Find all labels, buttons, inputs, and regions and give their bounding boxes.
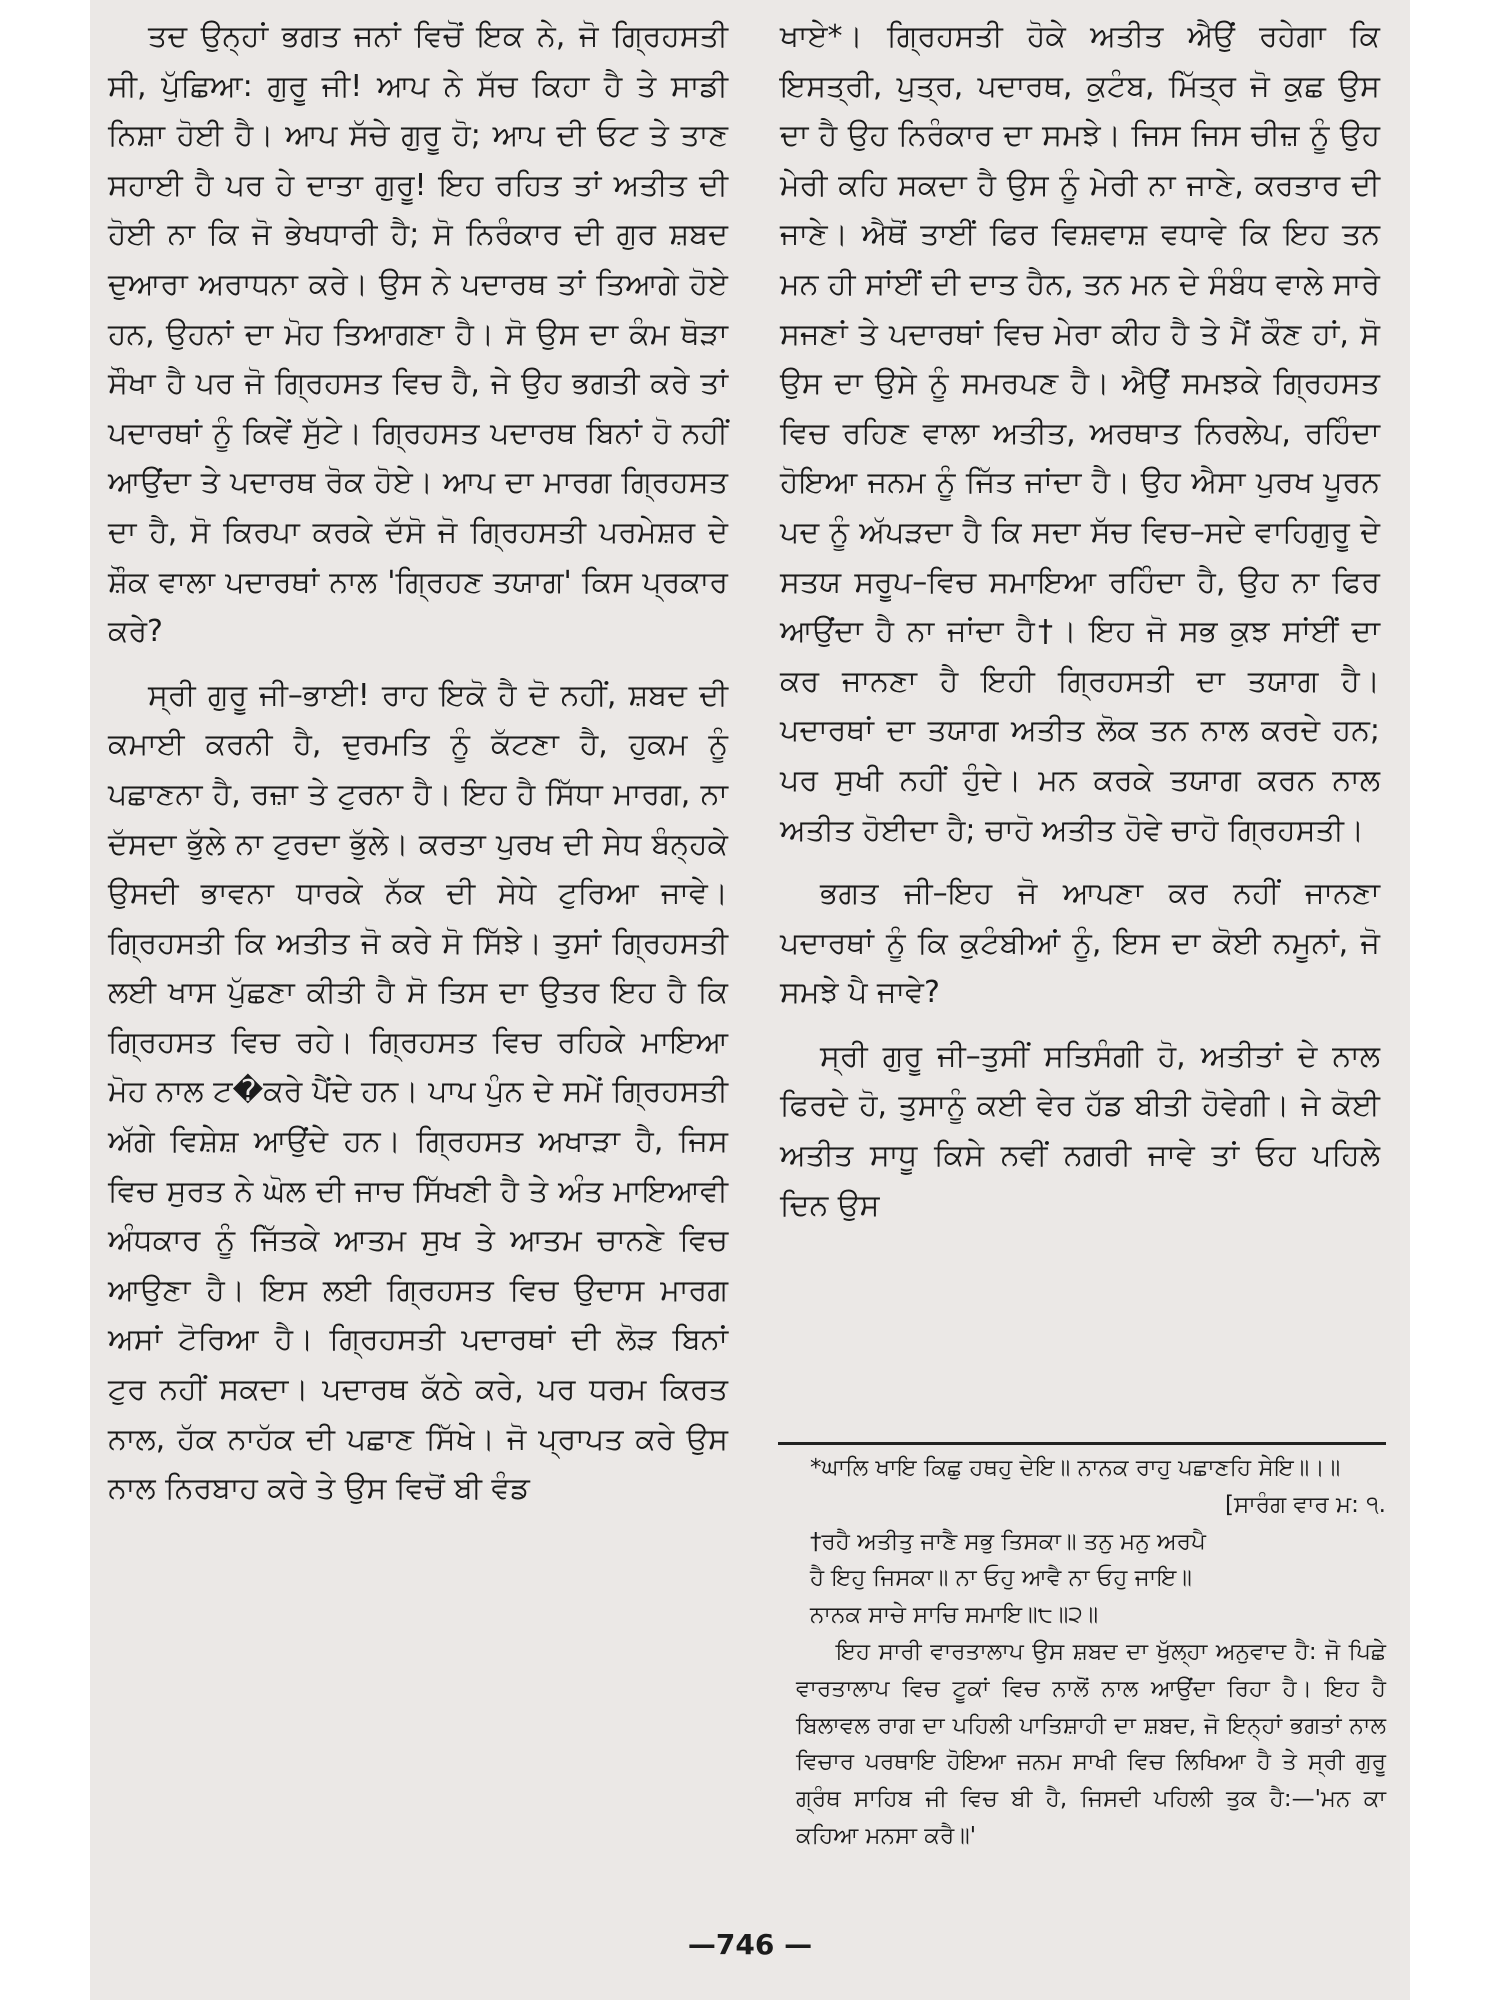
footnote-2-line: ਹੈ ਇਹੁ ਜਿਸਕਾ॥ ਨਾ ਓਹੁ ਆਵੈ ਨਾ ਓਹੁ ਜਾਇ॥ [810,1565,1192,1592]
book-page [90,0,1410,2000]
page-number: —746 — [687,1928,813,1961]
paragraph: ਸ੍ਰੀ ਗੁਰੂ ਜੀ–ਭਾਈ! ਰਾਹ ਇਕੋ ਹੈ ਦੋ ਨਹੀਂ, ਸ਼ਬਦ ਦੀ ਕਮਾਈ ਕਰਨੀ ਹੈ, ਦੁਰਮਤਿ ਨੂੰ ਕੱਟਣਾ ਹੈ, ਹੁਕਮ ਨੂੰ ਪਛਾਣਨਾ ਹੈ, ਰਜ਼ਾ ਤੇ ਟੁਰਨਾ ਹੈ। ਇਹ ਹੈ ਸਿੱਧਾ ਮਾਰਗ, ਨਾ ਦੱਸਦਾ ਭੁੱਲੇ ਨਾ ਟੁਰਦਾ ਭੁੱਲੇ। ਕਰਤਾ ਪੁਰਖ ਦੀ ਸੇਧ ਬੰਨ੍ਹਕੇ ਉਸਦੀ ਭਾਵਨਾ ਧਾਰਕੇ ਨੱਕ ਦੀ ਸੇਧੇ ਟੁਰਿਆ ਜਾਵੇ। ਗ੍ਰਿਹਸਤੀ ਕਿ ਅਤੀਤ ਜੋ ਕਰੇ ਸੋ ਸਿੱਝੇ। ਤੁਸਾਂ ਗ੍ਰਿਹਸਤੀ ਲਈ ਖਾਸ ਪੁੱਛਣਾ ਕੀਤੀ ਹੈ ਸੋ ਤਿਸ ਦਾ ਉਤਰ ਇਹ ਹੈ ਕਿ ਗ੍ਰਿਹਸਤ ਵਿਚ ਰਹੇ। ਗ੍ਰਿਹਸਤ ਵਿਚ ਰਹਿਕੇ ਮਾਇਆ ਮੋਹ ਨਾਲ ਟ�ਕਰੇ ਪੈਂਦੇ ਹਨ। ਪਾਪ ਪੁੰਨ ਦੇ ਸਮੇਂ ਗ੍ਰਿਹਸਤੀ ਅੱਗੇ ਵਿਸ਼ੇਸ਼ ਆਉਂਦੇ ਹਨ। ਗ੍ਰਿਹਸਤ ਅਖਾੜਾ ਹੈ, ਜਿਸ ਵਿਚ ਸੁਰਤ ਨੇ ਘੋਲ ਦੀ ਜਾਚ ਸਿੱਖਣੀ ਹੈ ਤੇ ਅੰਤ ਮਾਇਆਵੀ ਅੰਧਕਾਰ ਨੂੰ ਜਿੱਤਕੇ ਆਤਮ ਸੁਖ ਤੇ ਆਤਮ ਚਾਨਣੇ ਵਿਚ ਆਉਣਾ ਹੈ। ਇਸ ਲਈ ਗ੍ਰਿਹਸਤ ਵਿਚ ਉਦਾਸ ਮਾਰਗ ਅਸਾਂ ਟੋਰਿਆ ਹੈ। ਗ੍ਰਿਹਸਤੀ ਪਦਾਰਥਾਂ ਦੀ ਲੋੜ ਬਿਨਾਂ ਟੁਰ ਨਹੀਂ ਸਕਦਾ। ਪਦਾਰਥ ਕੱਠੇ ਕਰੇ, ਪਰ ਧਰਮ ਕਿਰਤ ਨਾਲ, ਹੱਕ ਨਾਹੱਕ ਦੀ ਪਛਾਣ ਸਿੱਖੇ। ਜੋ ਪ੍ਰਾਪਤ ਕਰੇ ਉਸ ਨਾਲ ਨਿਰਬਾਹ ਕਰੇ ਤੇ ਉਸ ਵਿਚੋਂ ਬੀ ਵੰਡ [108,677,728,1507]
paragraph: ਸ੍ਰੀ ਗੁਰੂ ਜੀ–ਤੁਸੀਂ ਸਤਿਸੰਗੀ ਹੋ, ਅਤੀਤਾਂ ਦੇ ਨਾਲ ਫਿਰਦੇ ਹੋ, ਤੁਸਾਨੂੰ ਕਈ ਵੇਰ ਹੱਡ ਬੀਤੀ ਹੋਵੇਗੀ। ਜੇ ਕੋਈ ਅਤੀਤ ਸਾਧੂ ਕਿਸੇ ਨਵੀਂ ਨਗਰੀ ਜਾਵੇ ਤਾਂ ਓਹ ਪਹਿਲੇ ਦਿਨ ਉਸ [780,1038,1380,1223]
footnote-divider [778,1442,1386,1445]
paragraph: ਭਗਤ ਜੀ–ਇਹ ਜੋ ਆਪਣਾ ਕਰ ਨਹੀਂ ਜਾਨਣਾ ਪਦਾਰਥਾਂ ਨੂੰ ਕਿ ਕੁਟੰਬੀਆਂ ਨੂੰ, ਇਸ ਦਾ ਕੋਈ ਨਮੂਨਾਂ, ਜੋ ਸਮਝੇ ਪੈ ਜਾਵੇ? [780,876,1380,1011]
right-column [780,12,1380,1230]
footnote-2-line: ਨਾਨਕ ਸਾਚੇ ਸਾਚਿ ਸਮਾਇ॥੮॥੨॥ [810,1602,1099,1629]
paragraph: ਤਦ ਉਨ੍ਹਾਂ ਭਗਤ ਜਨਾਂ ਵਿਚੋਂ ਇਕ ਨੇ, ਜੋ ਗ੍ਰਿਹਸਤੀ ਸੀ, ਪੁੱਛਿਆ: ਗੁਰੂ ਜੀ! ਆਪ ਨੇ ਸੱਚ ਕਿਹਾ ਹੈ ਤੇ ਸਾਡੀ ਨਿਸ਼ਾ ਹੋਈ ਹੈ। ਆਪ ਸੱਚੇ ਗੁਰੂ ਹੋ; ਆਪ ਦੀ ਓਟ ਤੇ ਤਾਣ ਸਹਾਈ ਹੈ ਪਰ ਹੇ ਦਾਤਾ ਗੁਰੂ! ਇਹ ਰਹਿਤ ਤਾਂ ਅਤੀਤ ਦੀ ਹੋਈ ਨਾ ਕਿ ਜੋ ਭੇਖਧਾਰੀ ਹੈ; ਸੋ ਨਿਰੰਕਾਰ ਦੀ ਗੁਰ ਸ਼ਬਦ ਦੁਆਰਾ ਅਰਾਧਨਾ ਕਰੇ। ਉਸ ਨੇ ਪਦਾਰਥ ਤਾਂ ਤਿਆਗੇ ਹੋਏ ਹਨ, ਉਹਨਾਂ ਦਾ ਮੋਹ ਤਿਆਗਣਾ ਹੈ। ਸੋ ਉਸ ਦਾ ਕੰਮ ਥੋੜਾ ਸੌਖਾ ਹੈ ਪਰ ਜੋ ਗ੍ਰਿਹਸਤ ਵਿਚ ਹੈ, ਜੇ ਉਹ ਭਗਤੀ ਕਰੇ ਤਾਂ ਪਦਾਰਥਾਂ ਨੂੰ ਕਿਵੇਂ ਸੁੱਟੇ। ਗ੍ਰਿਹਸਤ ਪਦਾਰਥ ਬਿਨਾਂ ਹੋ ਨਹੀਂ ਆਉਂਦਾ ਤੇ ਪਦਾਰਥ ਰੋਕ ਹੋਏ। ਆਪ ਦਾ ਮਾਰਗ ਗ੍ਰਿਹਸਤ ਦਾ ਹੈ, ਸੋ ਕਿਰਪਾ ਕਰਕੇ ਦੱਸੋ ਜੋ ਗ੍ਰਿਹਸਤੀ ਪਰਮੇਸ਼ਰ ਦੇ ਸ਼ੌਕ ਵਾਲਾ ਪਦਾਰਥਾਂ ਨਾਲ 'ਗ੍ਰਿਹਣ ਤਯਾਗ' ਕਿਸ ਪ੍ਰਕਾਰ ਕਰੇ? [108,19,728,650]
left-column [108,12,728,1514]
footnote-1: *ਘਾਲਿ ਖਾਇ ਕਿਛੁ ਹਥਹੁ ਦੇਇ॥ ਨਾਨਕ ਰਾਹੁ ਪਛਾਣਹਿ ਸੇਇ॥।॥ [810,1455,1341,1481]
footnote-2-line: †ਰਹੈ ਅਤੀਤੁ ਜਾਣੈ ਸਭੁ ਤਿਸਕਾ॥ ਤਨੁ ਮਨੁ ਅਰਪੈ [810,1528,1206,1555]
footnote-1-source: [ਸਾਰੰਗ ਵਾਰ ਮ: ੧. [1225,1491,1386,1518]
footnote-explanation: ਇਹ ਸਾਰੀ ਵਾਰਤਾਲਾਪ ਉਸ ਸ਼ਬਦ ਦਾ ਖੁੱਲ੍ਹਾ ਅਨੁਵਾਦ ਹੈ: ਜੋ ਪਿਛੇ ਵਾਰਤਾਲਾਪ ਵਿਚ ਟੂਕਾਂ ਵਿਚ ਨਾਲੋਂ ਨਾਲ ਆਉਂਦਾ ਰਿਹਾ ਹੈ। ਇਹ ਹੈ ਬਿਲਾਵਲ ਰਾਗ ਦਾ ਪਹਿਲੀ ਪਾਤਿਸ਼ਾਹੀ ਦਾ ਸ਼ਬਦ, ਜੋ ਇਨ੍ਹਾਂ ਭਗਤਾਂ ਨਾਲ ਵਿਚਾਰ ਪਰਥਾਇ ਹੋਇਆ ਜਨਮ ਸਾਖੀ ਵਿਚ ਲਿਖਿਆ ਹੈ ਤੇ ਸ੍ਰੀ ਗੁਰੂ ਗ੍ਰੰਥ ਸਾਹਿਬ ਜੀ ਵਿਚ ਬੀ ਹੈ, ਜਿਸਦੀ ਪਹਿਲੀ ਤੁਕ ਹੈ:—'ਮਨ ਕਾ ਕਹਿਆ ਮਨਸਾ ਕਰੈ॥' [796,1638,1386,1849]
paragraph: ਖਾਏ*। ਗ੍ਰਿਹਸਤੀ ਹੋਕੇ ਅਤੀਤ ਐਉਂ ਰਹੇਗਾ ਕਿ ਇਸਤ੍ਰੀ, ਪੁਤ੍ਰ, ਪਦਾਰਥ, ਕੁਟੰਬ, ਮਿੱਤ੍ਰ ਜੋ ਕੁਛ ਉਸ ਦਾ ਹੈ ਉਹ ਨਿਰੰਕਾਰ ਦਾ ਸਮਝੇ। ਜਿਸ ਜਿਸ ਚੀਜ਼ ਨੂੰ ਉਹ ਮੇਰੀ ਕਹਿ ਸਕਦਾ ਹੈ ਉਸ ਨੂੰ ਮੇਰੀ ਨਾ ਜਾਣੇ, ਕਰਤਾਰ ਦੀ ਜਾਣੇ। ਐਥੋਂ ਤਾਈਂ ਫਿਰ ਵਿਸ਼ਵਾਸ਼ ਵਧਾਵੇ ਕਿ ਇਹ ਤਨ ਮਨ ਹੀ ਸਾਂਈਂ ਦੀ ਦਾਤ ਹੈਨ, ਤਨ ਮਨ ਦੇ ਸੰਬੰਧ ਵਾਲੇ ਸਾਰੇ ਸਜਣਾਂ ਤੇ ਪਦਾਰਥਾਂ ਵਿਚ ਮੇਰਾ ਕੀਹ ਹੈ ਤੇ ਮੈਂ ਕੌਣ ਹਾਂ, ਸੋ ਉਸ ਦਾ ਉਸੇ ਨੂੰ ਸਮਰਪਣ ਹੈ। ਐਉਂ ਸਮਝਕੇ ਗ੍ਰਿਹਸਤ ਵਿਚ ਰਹਿਣ ਵਾਲਾ ਅਤੀਤ, ਅਰਥਾਤ ਨਿਰਲੇਪ, ਰਹਿੰਦਾ ਹੋਇਆ ਜਨਮ ਨੂੰ ਜਿੱਤ ਜਾਂਦਾ ਹੈ। ਉਹ ਐਸਾ ਪੁਰਖ ਪੂਰਨ ਪਦ ਨੂੰ ਅੱਪੜਦਾ ਹੈ ਕਿ ਸਦਾ ਸੱਚ ਵਿਚ–ਸਦੇ ਵਾਹਿਗੁਰੂ ਦੇ ਸਤਯ ਸਰੂਪ–ਵਿਚ ਸਮਾਇਆ ਰਹਿੰਦਾ ਹੈ, ਉਹ ਨਾ ਫਿਰ ਆਉਂਦਾ ਹੈ ਨਾ ਜਾਂਦਾ ਹੈ†। ਇਹ ਜੋ ਸਭ ਕੁਝ ਸਾਂਈਂ ਦਾ ਕਰ ਜਾਨਣਾ ਹੈ ਇਹੀ ਗ੍ਰਿਹਸਤੀ ਦਾ ਤਯਾਗ ਹੈ। ਪਦਾਰਥਾਂ ਦਾ ਤਯਾਗ ਅਤੀਤ ਲੋਕ ਤਨ ਨਾਲ ਕਰਦੇ ਹਨ; ਪਰ ਸੁਖੀ ਨਹੀਂ ਹੁੰਦੇ। ਮਨ ਕਰਕੇ ਤਯਾਗ ਕਰਨ ਨਾਲ ਅਤੀਤ ਹੋਈਦਾ ਹੈ; ਚਾਹੋ ਅਤੀਤ ਹੋਵੇ ਚਾਹੋ ਗ੍ਰਿਹਸਤੀ। [780,19,1380,848]
footnotes [796,1450,1386,1855]
